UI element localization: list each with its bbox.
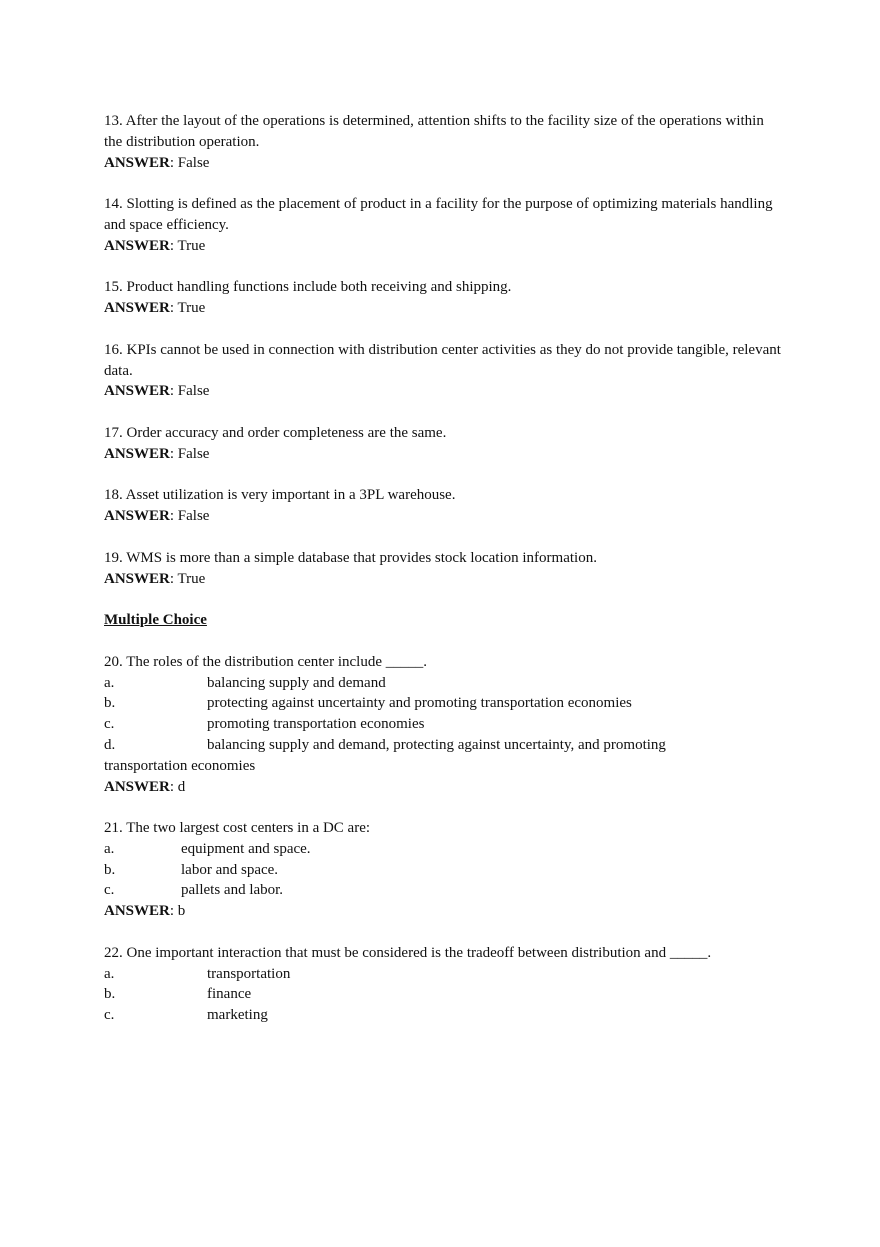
question-16: 16. KPIs cannot be used in connection with distribution center activities as they do not provide tangible, relevant data. [104,341,781,379]
choice-text: promoting transportation economies [207,716,425,733]
choice-22a [104,964,784,985]
answer-19: ANSWER: True [104,570,206,587]
answer-21: ANSWER: b [104,903,186,920]
choice-20b [104,693,784,714]
answer-value: True [177,300,206,317]
question-15: 15. Product handling functions include both receiving and shipping. [104,279,512,296]
choice-letter: b. [104,986,116,1003]
question-13: 13. After the layout of the operations is determined, attention shifts to the facility size of the operations within the distribution operation. [104,113,764,150]
answer-17: ANSWER: False [104,445,210,462]
answer-value: b [177,903,186,920]
choice-letter: a. [104,965,115,982]
choice-22c [104,1005,784,1026]
answer-label: ANSWER [104,570,170,587]
answer-value: False [177,154,210,171]
answer-value: False [177,383,210,400]
answer-value: True [177,237,206,254]
section-title-multiple-choice: Multiple Choice [104,612,207,629]
choice-letter: c. [104,882,115,899]
choice-text: transportation [207,965,291,982]
question-17: 17. Order accuracy and order completeness are the same. [104,424,447,441]
answer-label: ANSWER [104,154,170,171]
choice-text: balancing supply and demand [207,674,386,691]
answer-value: True [177,570,206,587]
question-21: 21. The two largest cost centers in a DC are: [104,820,371,837]
choice-22b [104,984,784,1005]
answer-label: ANSWER [104,445,170,462]
choice-letter: a. [104,840,115,857]
choice-text: marketing [207,1007,268,1024]
choice-letter: a. [104,674,115,691]
answer-value: False [177,445,210,462]
answer-16: ANSWER: False [104,383,210,400]
choice-21b [104,860,784,881]
answer-label: ANSWER [104,383,170,400]
choice-letter: b. [104,861,116,878]
choice-text: finance [207,986,252,1003]
answer-20: ANSWER: d [104,778,186,795]
choice-20d [104,735,784,756]
answer-label: ANSWER [104,778,170,795]
answer-value: False [177,508,210,525]
answer-13: ANSWER: False [104,154,210,171]
question-20: 20. The roles of the distribution center include _____. [104,653,427,670]
choice-letter: d. [104,736,116,753]
answer-18: ANSWER: False [104,508,210,525]
question-14: 14. Slotting is defined as the placement of product in a facility for the purpose of optimizing materials handling and space efficiency. [104,196,773,233]
choice-20c [104,714,784,735]
choice-text: balancing supply and demand, protecting against uncertainty, and promoting [207,736,666,753]
answer-label: ANSWER [104,237,170,254]
question-18: 18. Asset utilization is very important in a 3PL warehouse. [104,487,456,504]
choice-20d-continuation: transportation economies [104,757,256,774]
answer-label: ANSWER [104,300,170,317]
choice-20a [104,673,784,694]
choice-text: pallets and labor. [181,882,284,899]
document-page [104,111,784,1026]
choice-21c [104,880,784,901]
choice-text: protecting against uncertainty and promoting transportation economies [207,695,632,712]
question-22: 22. One important interaction that must be considered is the tradeoff between distribution and _____. [104,944,712,961]
choice-text: labor and space. [181,861,279,878]
answer-label: ANSWER [104,903,170,920]
choice-letter: c. [104,1007,115,1024]
answer-15: ANSWER: True [104,300,206,317]
choice-letter: c. [104,716,115,733]
choice-letter: b. [104,695,116,712]
answer-14: ANSWER: True [104,237,206,254]
choice-text: equipment and space. [181,840,311,857]
answer-value: d [177,778,186,795]
question-19: 19. WMS is more than a simple database that provides stock location information. [104,549,597,566]
choice-21a [104,839,784,860]
answer-label: ANSWER [104,508,170,525]
